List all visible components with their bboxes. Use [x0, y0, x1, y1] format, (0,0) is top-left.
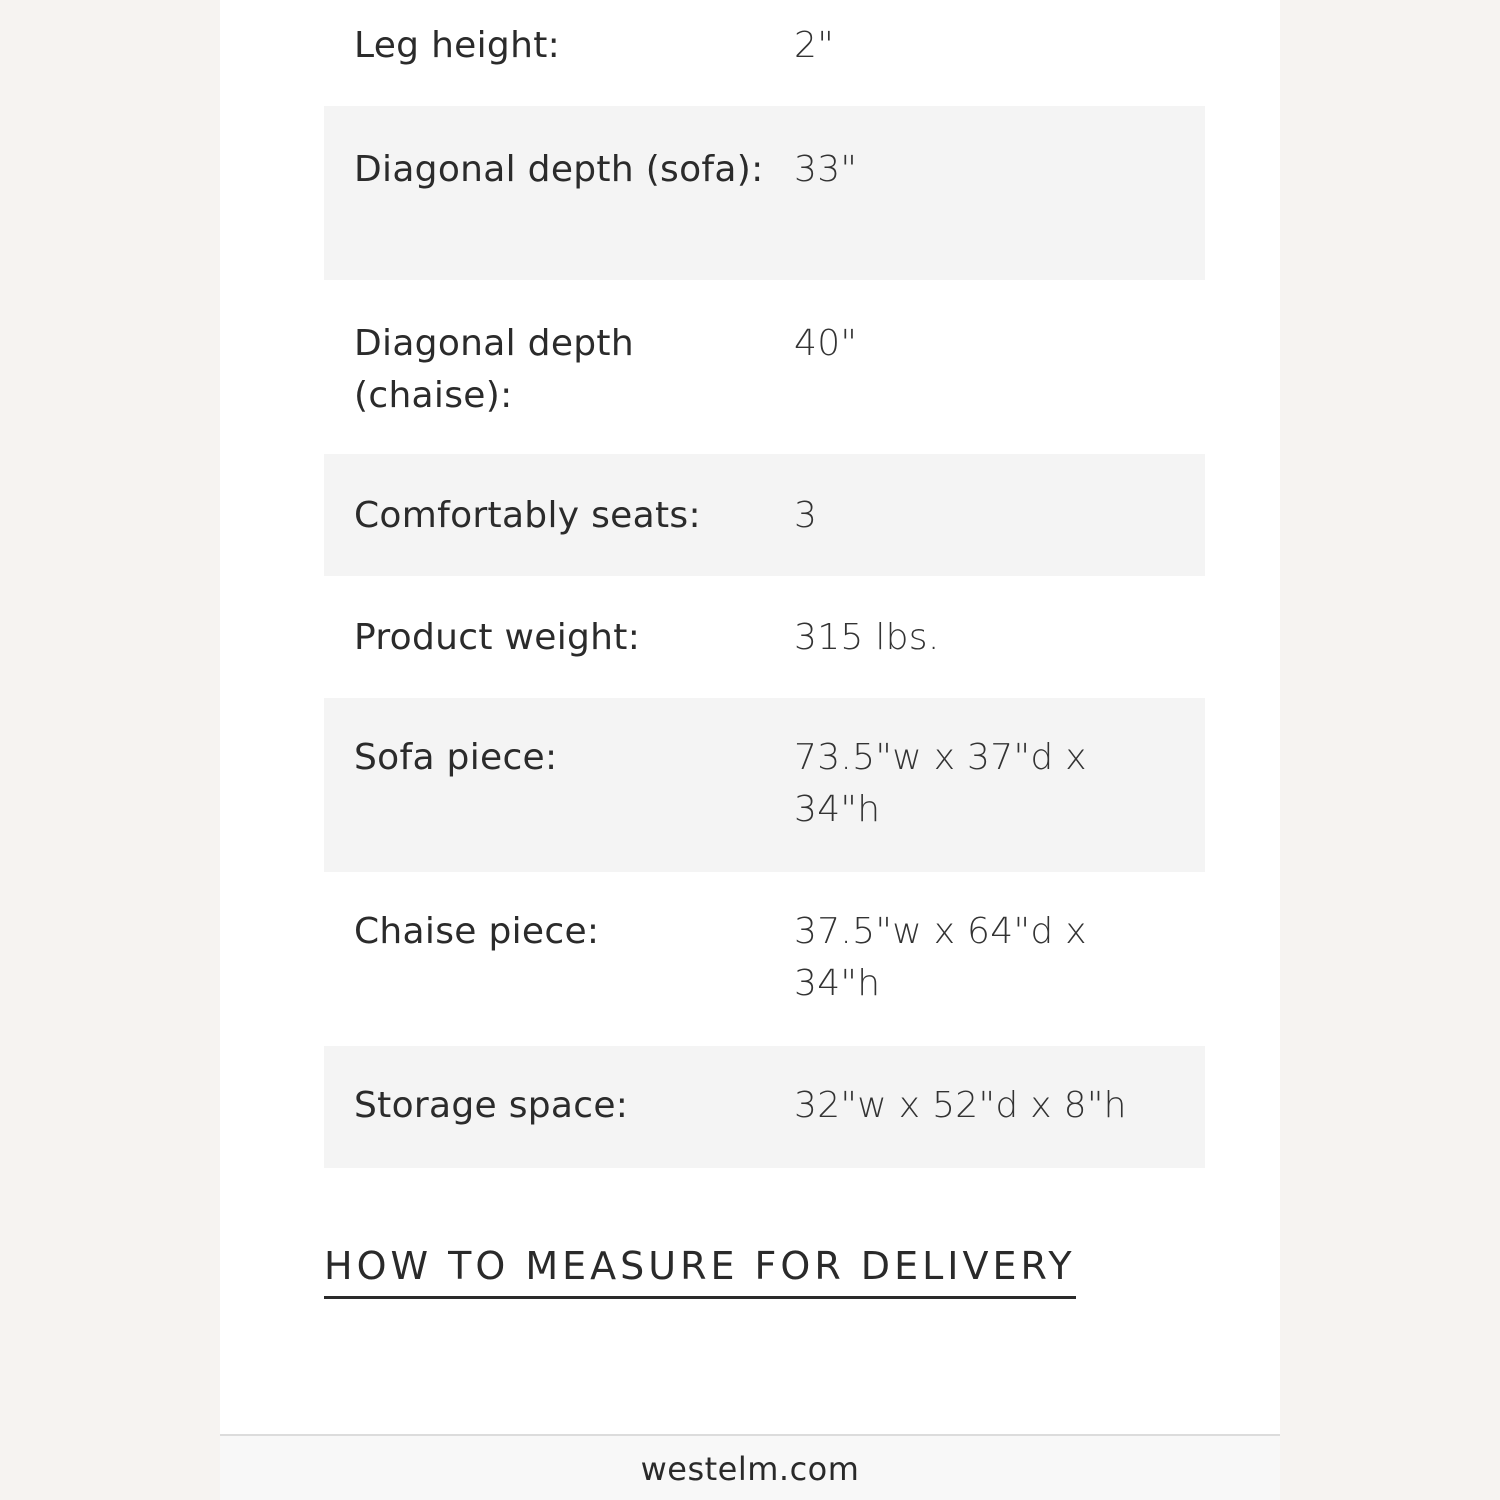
- spec-row-chaise-piece: [324, 872, 1205, 1046]
- spec-label: Leg height:: [354, 25, 561, 66]
- spec-row-diagonal-depth-chaise: [324, 280, 1205, 454]
- spec-value: 3: [794, 495, 818, 536]
- browser-footer-domain: [220, 1434, 1280, 1500]
- spec-row-storage-space: [324, 1046, 1205, 1168]
- spec-label: Storage space:: [354, 1085, 629, 1126]
- spec-row-comfortably-seats: [324, 454, 1205, 576]
- spec-row-diagonal-depth-sofa: [324, 106, 1205, 280]
- how-to-measure-link[interactable]: HOW TO MEASURE FOR DELIVERY: [324, 1244, 1076, 1299]
- spec-label: Chaise piece:: [354, 911, 600, 952]
- spec-value: 40": [794, 323, 858, 364]
- spec-value: 2": [794, 25, 835, 66]
- spec-label: Product weight:: [354, 617, 641, 658]
- spec-value: 33": [794, 149, 858, 190]
- spec-value: 32"w x 52"d x 8"h: [794, 1085, 1127, 1126]
- spec-label: Comfortably seats:: [354, 495, 701, 536]
- spec-row-leg-height: [324, 0, 1205, 106]
- spec-label: Diagonal depth (chaise):: [354, 323, 634, 416]
- domain-label: westelm.com: [640, 1450, 860, 1488]
- spec-label: Diagonal depth (sofa):: [354, 149, 764, 190]
- spec-value: 73.5"w x 37"d x 34"h: [794, 737, 1087, 830]
- specs-table: [324, 0, 1205, 1168]
- spec-row-product-weight: [324, 576, 1205, 698]
- spec-label: Sofa piece:: [354, 737, 558, 778]
- spec-row-sofa-piece: [324, 698, 1205, 872]
- spec-value: 37.5"w x 64"d x 34"h: [794, 911, 1087, 1004]
- spec-value: 315 lbs.: [794, 617, 940, 658]
- product-details-page: [220, 0, 1280, 1500]
